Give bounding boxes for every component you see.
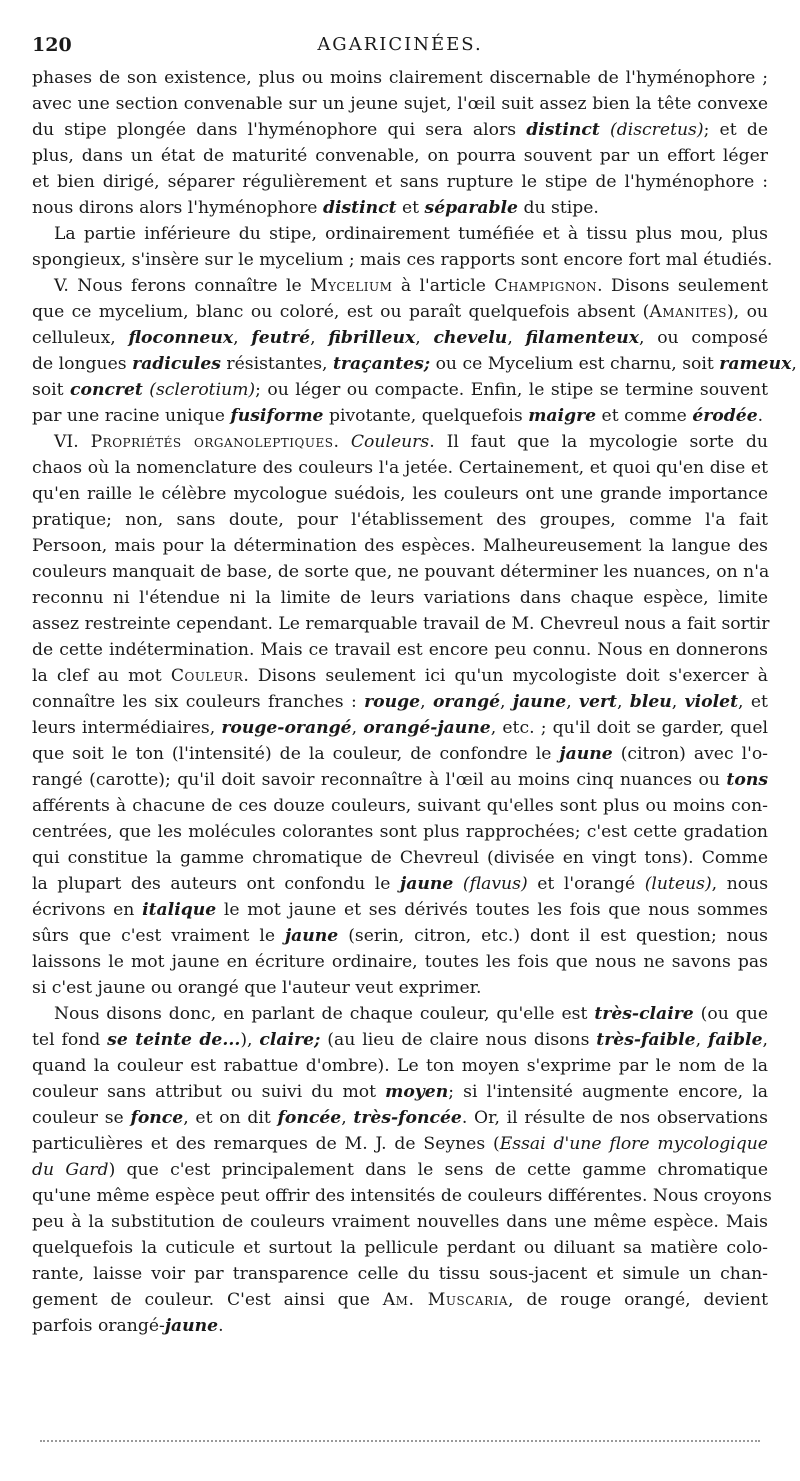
text-segment: rouge	[364, 692, 421, 712]
text-segment: la clef au mot	[32, 666, 171, 686]
text-line	[32, 1027, 768, 1053]
text-segment: (luteus)	[644, 874, 712, 894]
text-segment: pratique; non, sans doute, pour l'établissement des groupes, comme l'a fait	[32, 510, 768, 530]
text-segment: jaune	[164, 1316, 219, 1336]
text-segment: particulières et des remarques de M. J. de Seynes (	[32, 1134, 500, 1154]
text-segment: ,	[671, 692, 685, 712]
text-line	[32, 117, 768, 143]
text-line	[32, 533, 768, 559]
text-segment: Am. Muscaria	[382, 1290, 509, 1310]
text-segment: ; si l'intensité augmente encore, la	[448, 1082, 768, 1102]
text-line	[32, 949, 768, 975]
text-segment: qui constitue la gamme chromatique de Chevreul (divisée en vingt tons). Comme	[32, 848, 768, 868]
text-segment: Persoon, mais pour la détermination des espèces. Malheureusement la langue des	[32, 536, 768, 556]
text-segment: (au lieu de claire nous disons	[320, 1030, 597, 1050]
text-line	[32, 897, 768, 923]
text-segment: Amanites	[649, 302, 727, 322]
text-line	[32, 455, 768, 481]
text-segment: (ou que	[693, 1004, 769, 1024]
text-segment	[453, 874, 463, 894]
text-segment: ,	[762, 1030, 768, 1050]
text-segment: assez restreinte cependant. Le remarquable travail de M. Chevreul nous a fait sortir	[32, 614, 770, 634]
text-segment: peu à la substitution de couleurs vraiment nouvelles dans une même espèce. Mais	[32, 1212, 768, 1232]
text-segment: qu'une même espèce peut offrir des intensités de couleurs différentes. Nous croyons	[32, 1186, 772, 1206]
text-segment: (sclerotium)	[149, 380, 256, 400]
text-segment: , etc. ; qu'il doit se garder, quel	[490, 718, 768, 738]
text-segment: radicules	[132, 354, 221, 374]
text-segment: que ce mycelium, blanc ou coloré, est ou paraît quelquefois absent (	[32, 302, 650, 322]
text-segment: (flavus)	[462, 874, 528, 894]
text-segment: ; et de	[703, 120, 768, 140]
text-segment: .	[333, 432, 351, 452]
text-line	[32, 663, 768, 689]
text-line	[32, 169, 768, 195]
text-segment: faible	[707, 1030, 763, 1050]
text-segment: orangé-jaune	[363, 718, 491, 738]
text-segment: jaune	[400, 874, 454, 894]
text-segment: ,	[233, 328, 252, 348]
text-line	[32, 1287, 768, 1313]
text-segment: se teinte de...	[107, 1030, 241, 1050]
text-segment: .	[757, 406, 764, 426]
text-segment: afférents à chacune de ces douze couleurs, suivant qu'elles sont plus ou moins con-	[32, 796, 768, 816]
text-segment: ),	[240, 1030, 260, 1050]
text-line	[32, 1053, 768, 1079]
text-segment: V. Nous ferons connaître le	[54, 276, 311, 296]
text-segment: , nous	[711, 874, 769, 894]
text-segment: rouge-orangé	[221, 718, 352, 738]
text-segment: du stipe plongée dans l'hyménophore qui sera alors	[32, 120, 527, 140]
text-line	[32, 793, 768, 819]
text-segment: claire;	[259, 1030, 321, 1050]
text-segment: rangé (carotte); qu'il doit savoir reconnaître à l'œil au moins cinq nuances ou	[32, 770, 727, 790]
text-segment: très-faible	[596, 1030, 696, 1050]
text-segment: ,	[500, 692, 513, 712]
text-line	[32, 65, 768, 91]
text-segment: centrées, que les molécules colorantes sont plus rapprochées; c'est cette gradation	[32, 822, 768, 842]
text-line	[32, 403, 768, 429]
text-line	[32, 1131, 768, 1157]
text-line	[32, 975, 768, 1001]
text-segment: bleu	[629, 692, 672, 712]
text-segment: . Disons seulement ici qu'un mycologiste doit s'exercer à	[243, 666, 768, 686]
text-line	[32, 377, 768, 403]
text-segment: et	[396, 198, 425, 218]
text-segment: fibrilleux	[328, 328, 416, 348]
text-line	[32, 1209, 768, 1235]
text-segment: orangé	[432, 692, 501, 712]
text-segment: chevelu	[433, 328, 508, 348]
text-segment: distinct	[526, 120, 600, 140]
text-segment: Nous disons donc, en parlant de chaque couleur, qu'elle est	[54, 1004, 595, 1024]
text-line	[32, 247, 773, 273]
text-segment: traçantes;	[332, 354, 431, 374]
text-segment: , de rouge orangé, devient	[508, 1290, 768, 1310]
text-segment: du Gard	[32, 1160, 109, 1180]
text-segment: tel fond	[32, 1030, 108, 1050]
text-line	[32, 429, 768, 455]
text-segment: la plupart des auteurs ont confondu le	[32, 874, 401, 894]
text-segment: ,	[415, 328, 434, 348]
text-segment: floconneux	[128, 328, 234, 348]
text-line	[32, 299, 768, 325]
text-segment: italique	[142, 900, 217, 920]
text-segment: pivotante, quelquefois	[323, 406, 529, 426]
text-segment: quelquefois la cuticule et surtout la pellicule perdant ou diluant sa matière colo-	[32, 1238, 768, 1258]
text-segment: concret	[70, 380, 143, 400]
text-segment: Couleur	[170, 666, 244, 686]
text-segment: soit	[32, 380, 71, 400]
text-segment: violet	[684, 692, 739, 712]
text-segment: ,	[566, 692, 580, 712]
text-segment: très-claire	[594, 1004, 694, 1024]
text-line	[32, 325, 768, 351]
text-line	[32, 611, 768, 637]
text-segment: ,	[420, 692, 433, 712]
text-line	[32, 143, 768, 169]
text-segment: . Or, il résulte de nos observations	[461, 1108, 768, 1128]
text-segment: La partie inférieure du stipe, ordinairement tuméfiée et à tissu plus mou, plus	[54, 224, 768, 244]
text-segment: ,	[341, 1108, 354, 1128]
text-line	[32, 715, 768, 741]
text-line	[32, 481, 768, 507]
text-segment: si c'est jaune ou orangé que l'auteur veut exprimer.	[32, 978, 482, 998]
text-segment: très-foncée	[353, 1108, 462, 1128]
text-segment: jaune	[559, 744, 613, 764]
text-segment: nous dirons alors l'hyménophore	[32, 198, 323, 218]
text-segment: leurs intermédiaires,	[32, 718, 222, 738]
text-line	[32, 351, 797, 377]
text-line	[32, 559, 768, 585]
text-segment: ,	[695, 1030, 708, 1050]
text-line	[32, 91, 768, 117]
text-segment: rante, laisse voir par transparence celle du tissu sous-jacent et simule un chan-	[32, 1264, 768, 1284]
text-line	[32, 1001, 768, 1027]
text-segment: spongieux, s'insère sur le mycelium ; mais ces rapports sont encore fort mal étudiés.	[32, 250, 773, 270]
running-title: AGARICINÉES.	[317, 34, 483, 55]
text-segment: ,	[791, 354, 797, 374]
text-segment: fusiforme	[230, 406, 324, 426]
text-line	[32, 1105, 768, 1131]
text-segment: maigre	[528, 406, 597, 426]
text-segment: (discretus)	[610, 120, 704, 140]
text-segment: à l'article	[392, 276, 495, 296]
text-segment: ) que c'est principalement dans le sens de cette gamme chromatique	[108, 1160, 769, 1180]
text-segment: phases de son existence, plus ou moins clairement discernable de l'hyménophore ;	[32, 68, 768, 88]
text-segment: , et	[738, 692, 768, 712]
text-segment: quand la couleur est rabattue d'ombre). Le ton moyen s'exprime par le nom de la	[32, 1056, 768, 1076]
body-text	[32, 65, 797, 1339]
text-segment: feutré	[251, 328, 311, 348]
text-segment: le mot jaune et ses dérivés toutes les fois que nous sommes	[216, 900, 768, 920]
text-segment: et bien dirigé, séparer régulièrement et sans rupture le stipe de l'hyménophore :	[32, 172, 768, 192]
text-segment: ), ou	[726, 302, 768, 322]
text-segment: Champignon	[494, 276, 598, 296]
text-segment: de longues	[32, 354, 133, 374]
text-segment: ou ce Mycelium est charnu, soit	[430, 354, 720, 374]
text-segment: filamenteux	[525, 328, 639, 348]
text-segment: (citron) avec l'o-	[612, 744, 768, 764]
text-segment: gement de couleur. C'est ainsi que	[32, 1290, 383, 1310]
text-segment: ,	[616, 692, 630, 712]
page-header	[32, 34, 768, 58]
text-segment: , ou composé	[638, 328, 769, 348]
text-segment: foncée	[277, 1108, 342, 1128]
text-segment: ; ou léger ou compacte. Enfin, le stipe se termine souvent	[255, 380, 768, 400]
text-segment: jaune	[284, 926, 339, 946]
text-segment: vert	[579, 692, 617, 712]
text-segment: VI.	[54, 432, 91, 452]
text-segment: , et on dit	[183, 1108, 278, 1128]
text-segment: et l'orangé	[527, 874, 645, 894]
text-line	[32, 195, 768, 221]
text-line	[32, 923, 768, 949]
text-segment: que soit le ton (l'intensité) de la couleur, de confondre le	[32, 744, 560, 764]
text-segment: ,	[310, 328, 329, 348]
text-line	[32, 507, 768, 533]
text-segment: parfois orangé-	[32, 1316, 165, 1336]
page-number: 120	[32, 34, 72, 56]
text-segment: connaître les six couleurs franches :	[32, 692, 365, 712]
text-segment: celluleux,	[32, 328, 129, 348]
text-segment: par une racine unique	[32, 406, 231, 426]
text-segment: rameux	[719, 354, 792, 374]
text-segment: couleur sans attribut ou suivi du mot	[32, 1082, 386, 1102]
text-segment: du stipe.	[518, 198, 599, 218]
text-line	[32, 585, 768, 611]
text-line	[32, 1235, 768, 1261]
text-line	[32, 1079, 768, 1105]
text-segment: couleur se	[32, 1108, 131, 1128]
text-segment: sûrs que c'est vraiment le	[32, 926, 285, 946]
text-segment: laissons le mot jaune en écriture ordinaire, toutes les fois que nous ne savons pas	[32, 952, 768, 972]
text-line	[32, 871, 768, 897]
text-line	[32, 221, 768, 247]
text-segment: . Il faut que la mycologie sorte du	[429, 432, 768, 452]
text-line	[32, 273, 768, 299]
text-segment: fonce	[130, 1108, 184, 1128]
text-segment: chaos où la nomenclature des couleurs l'a jetée. Certainement, et quoi qu'en dise et	[32, 458, 768, 478]
text-segment: Propriétés organoleptiques	[90, 432, 334, 452]
text-segment: . Disons seulement	[597, 276, 768, 296]
text-segment: et comme	[596, 406, 693, 426]
text-line	[32, 1157, 768, 1183]
text-segment: (serin, citron, etc.) dont il est question; nous	[338, 926, 768, 946]
text-segment: résistantes,	[220, 354, 333, 374]
text-segment: avec une section convenable sur un jeune sujet, l'œil suit assez bien la tête convexe	[32, 94, 768, 114]
text-segment: Essai d'une flore mycologique	[499, 1134, 768, 1154]
text-line	[32, 1183, 772, 1209]
text-segment: .	[218, 1316, 224, 1336]
text-segment: séparable	[424, 198, 518, 218]
text-segment: de cette indétermination. Mais ce travail est encore peu connu. Nous en donnerons	[32, 640, 768, 660]
text-segment: érodée	[692, 406, 758, 426]
text-line	[32, 637, 768, 663]
text-segment: tons	[726, 770, 768, 790]
text-line	[32, 819, 768, 845]
text-segment: plus, dans un état de maturité convenable, on pourra souvent par un effort léger	[32, 146, 768, 166]
text-line	[32, 845, 768, 871]
text-segment	[600, 120, 610, 140]
text-segment: couleurs manquait de base, de sorte que, ne pouvant déterminer les nuances, on n'a	[32, 562, 770, 582]
text-line	[32, 741, 768, 767]
text-segment: reconnu ni l'étendue ni la limite de leurs variations dans chaque espèce, limite	[32, 588, 768, 608]
text-line	[32, 1313, 768, 1339]
text-segment: ,	[351, 718, 364, 738]
text-segment: ,	[507, 328, 526, 348]
text-line	[32, 1261, 768, 1287]
text-segment: Mycelium	[310, 276, 393, 296]
text-segment: distinct	[322, 198, 397, 218]
text-segment: qu'en raille le célèbre mycologue suédois, les couleurs ont une grande importance	[32, 484, 768, 504]
bottom-dotted-rule	[40, 1440, 760, 1442]
text-line	[32, 689, 768, 715]
text-segment: moyen	[385, 1082, 449, 1102]
text-line	[32, 767, 768, 793]
text-segment: Couleurs	[350, 432, 430, 452]
text-segment: jaune	[512, 692, 567, 712]
text-segment: écrivons en	[32, 900, 143, 920]
